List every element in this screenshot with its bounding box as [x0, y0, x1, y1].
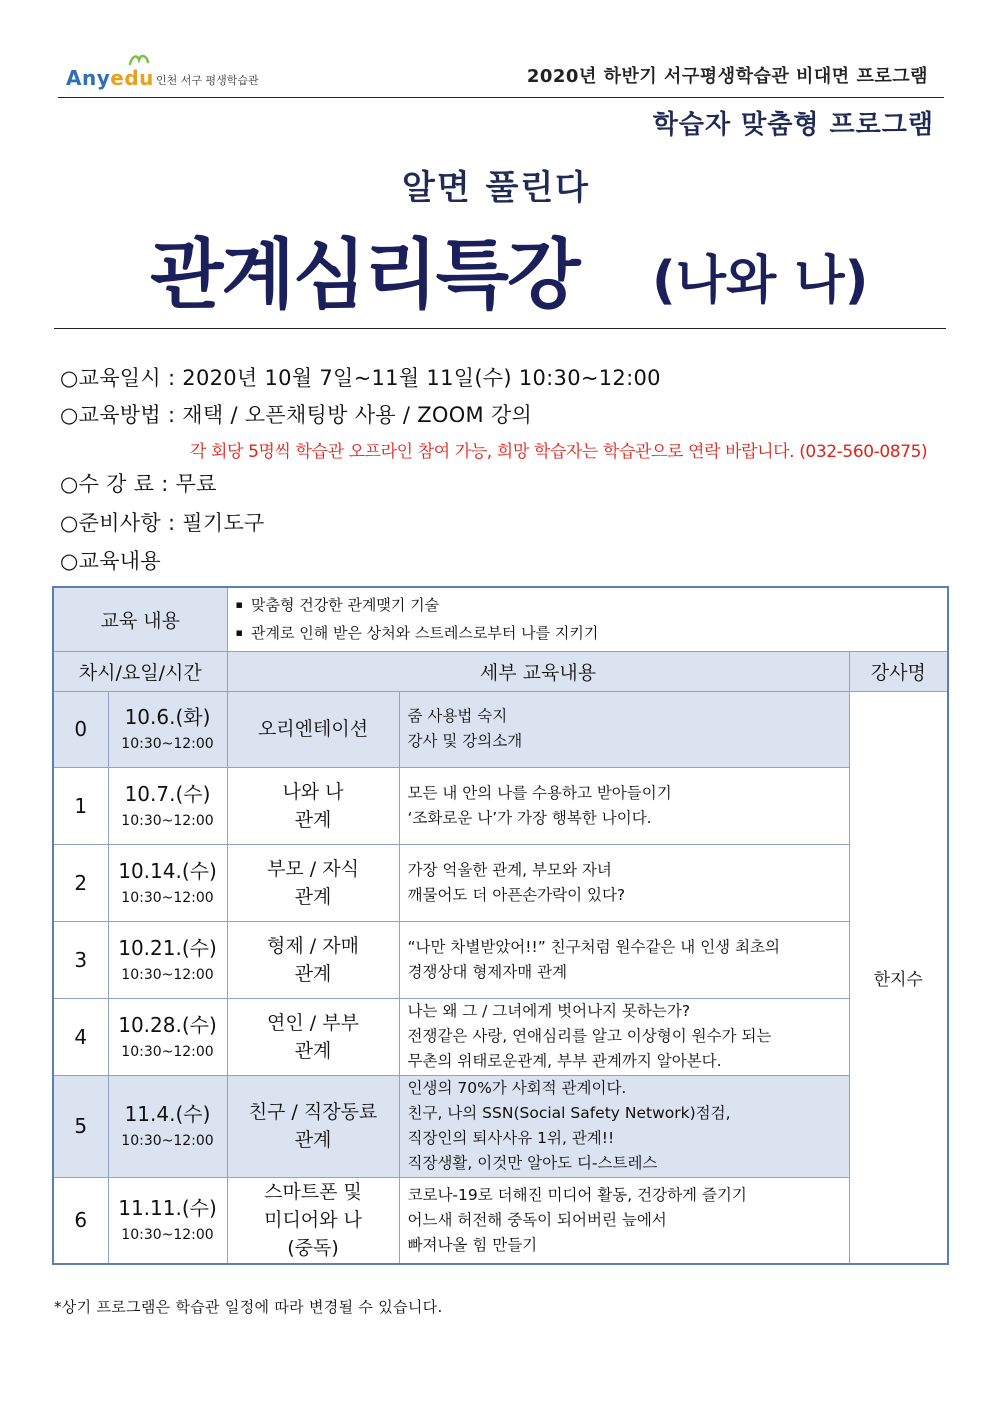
- offline-notice: 각 회당 5명씩 학습관 오프라인 참여 가능, 희망 학습자는 학습관으로 연락 바랍니다. (032-560-0875): [190, 442, 928, 462]
- session-details: [399, 767, 849, 844]
- logo-wordmark: Anyedu: [66, 66, 154, 90]
- detail-line: 가장 억울한 관계, 부모와 자녀: [407, 860, 612, 879]
- session-date: 11.11.(수): [118, 1196, 217, 1221]
- session-time: 10:30~12:00: [121, 812, 214, 829]
- session-date-cell: [108, 921, 227, 998]
- curriculum-table: [52, 586, 949, 1265]
- session-details: [399, 1075, 849, 1177]
- session-number: 2: [53, 844, 108, 921]
- session-time: 10:30~12:00: [121, 1133, 214, 1149]
- session-number: 3: [53, 921, 108, 998]
- session-date: 10.14.(수): [118, 858, 217, 883]
- logo: [66, 58, 276, 94]
- session-date-cell: [108, 1177, 227, 1264]
- session-date: 10.7.(수): [124, 781, 211, 806]
- session-number: 6: [53, 1177, 108, 1264]
- topic-line: 친구 / 직장동료: [248, 1101, 378, 1123]
- session-topic: [227, 921, 399, 998]
- session-details: [399, 691, 849, 767]
- column-header-session: 차시/요일/시간: [53, 651, 227, 691]
- info-prep: ○준비사항 : 필기도구: [60, 511, 265, 535]
- session-date-cell: [108, 1075, 227, 1177]
- session-date-cell: [108, 767, 227, 844]
- session-topic: [227, 1075, 399, 1177]
- detail-line: 강사 및 강의소개: [407, 732, 523, 750]
- table-row: [53, 998, 948, 1075]
- session-time: 10:30~12:00: [121, 889, 214, 906]
- info-fee: ○수 강 료 : 무료: [60, 472, 217, 496]
- session-time: 10:30~12:00: [121, 966, 214, 983]
- detail-line: 나는 왜 그 / 그녀에게 벗어나지 못하는가?: [407, 1002, 691, 1020]
- session-topic: [227, 1177, 399, 1264]
- table-row: [53, 1075, 948, 1177]
- session-date-cell: [108, 691, 227, 767]
- session-topic: [227, 767, 399, 844]
- detail-line: 모든 내 안의 나를 수용하고 받아들이기: [407, 783, 672, 802]
- session-date-cell: [108, 998, 227, 1075]
- session-date: 10.21.(수): [118, 935, 217, 960]
- detail-line: 직장인의 퇴사사유 1위, 관계!!: [407, 1129, 615, 1147]
- page-subtitle: 알면 풀린다: [401, 168, 591, 208]
- topic-line: 형제 / 자매: [267, 934, 359, 957]
- content-label-cell: 교육 내용: [53, 587, 227, 651]
- session-time: 10:30~12:00: [121, 1043, 214, 1060]
- session-number: 5: [53, 1075, 108, 1177]
- topic-line: 미디어와 나: [264, 1209, 362, 1232]
- info-method: ○교육방법 : 재택 / 오픈채팅방 사용 / ZOOM 강의: [60, 403, 533, 427]
- session-details: [399, 921, 849, 998]
- session-number: 0: [53, 691, 108, 767]
- logo-leaf-icon: [128, 52, 150, 66]
- topic-line: 관계: [294, 962, 332, 985]
- session-time: 10:30~12:00: [121, 736, 214, 752]
- detail-line: 친구, 나의 SSN(Social Safety Network)점검,: [407, 1104, 731, 1122]
- session-details: [399, 844, 849, 921]
- detail-line: 깨물어도 더 아픈손가락이 있다?: [407, 885, 626, 904]
- session-time: 10:30~12:00: [121, 1227, 214, 1244]
- program-type: 학습자 맞춤형 프로그램: [652, 110, 934, 140]
- table-row: [53, 1177, 948, 1264]
- logo-org-name: 인천 서구 평생학습관: [156, 74, 259, 87]
- session-details: [399, 1177, 849, 1264]
- topic-line: 오리엔테이션: [257, 718, 369, 740]
- column-header-detail: 세부 교육내용: [227, 651, 849, 691]
- table-row: [53, 691, 948, 767]
- topic-line: 나와 나: [282, 780, 344, 803]
- info-schedule: ○교육일시 : 2020년 10월 7일~11월 11일(수) 10:30~12:00: [60, 366, 661, 390]
- session-date: 11.4.(수): [124, 1102, 211, 1126]
- table-row: [53, 844, 948, 921]
- table-row: [53, 767, 948, 844]
- detail-line: 코로나-19로 더해진 미디어 활동, 건강하게 즐기기: [407, 1185, 747, 1204]
- column-header-instructor: 강사명: [849, 651, 948, 691]
- page-title-paren: (나와 나): [652, 251, 869, 311]
- session-topic: [227, 998, 399, 1075]
- topic-line: 연인 / 부부: [267, 1011, 359, 1034]
- footnote: *상기 프로그램은 학습관 일정에 따라 변경될 수 있습니다.: [54, 1298, 443, 1316]
- detail-line: 전쟁같은 사랑, 연애심리를 알고 이상형이 원수가 되는: [407, 1027, 772, 1045]
- session-date-cell: [108, 844, 227, 921]
- session-topic: [227, 691, 399, 767]
- content-bullet: ▪ 맞춤형 건강한 관계맺기 기술: [236, 591, 948, 619]
- session-details: [399, 998, 849, 1075]
- topic-line: 부모 / 자식: [267, 857, 359, 880]
- program-series: 2020년 하반기 서구평생학습관 비대면 프로그램: [526, 66, 928, 87]
- topic-line: 관계: [294, 1039, 332, 1062]
- table-row: [53, 921, 948, 998]
- header-divider: [58, 97, 944, 98]
- detail-line: 빠져나올 힘 만들기: [407, 1235, 538, 1254]
- topic-line: (중독): [287, 1237, 339, 1260]
- detail-line: 어느새 허전해 중독이 되어버린 늪에서: [407, 1210, 667, 1229]
- detail-line: “나만 차별받았어!!” 친구처럼 원수같은 내 인생 최초의: [407, 937, 780, 956]
- content-bullet: ▪ 관계로 인해 받은 상처와 스트레스로부터 나를 지키기: [236, 619, 948, 647]
- title-divider: [54, 328, 946, 329]
- info-content-heading: ○교육내용: [60, 549, 161, 573]
- session-date: 10.6.(화): [124, 705, 211, 729]
- detail-line: ‘조화로운 나’가 가장 행복한 나이다.: [407, 808, 652, 827]
- detail-line: 경쟁상대 형제자매 관계: [407, 962, 568, 981]
- topic-line: 관계: [294, 808, 332, 831]
- topic-line: 관계: [294, 885, 332, 908]
- session-number: 4: [53, 998, 108, 1075]
- topic-line: 관계: [294, 1129, 332, 1151]
- page-title: 관계심리특강: [150, 230, 579, 319]
- detail-line: 인생의 70%가 사회적 관계이다.: [407, 1079, 627, 1097]
- session-topic: [227, 844, 399, 921]
- detail-line: 무촌의 위태로운관계, 부부 관계까지 알아본다.: [407, 1052, 722, 1070]
- detail-line: 줌 사용법 숙지: [407, 707, 508, 725]
- content-bullets: [227, 587, 948, 651]
- session-date: 10.28.(수): [118, 1012, 217, 1037]
- detail-line: 직장생활, 이것만 알아도 디-스트레스: [407, 1154, 658, 1172]
- topic-line: 스마트폰 및: [264, 1181, 362, 1204]
- instructor-name: 한지수: [849, 691, 948, 1264]
- session-number: 1: [53, 767, 108, 844]
